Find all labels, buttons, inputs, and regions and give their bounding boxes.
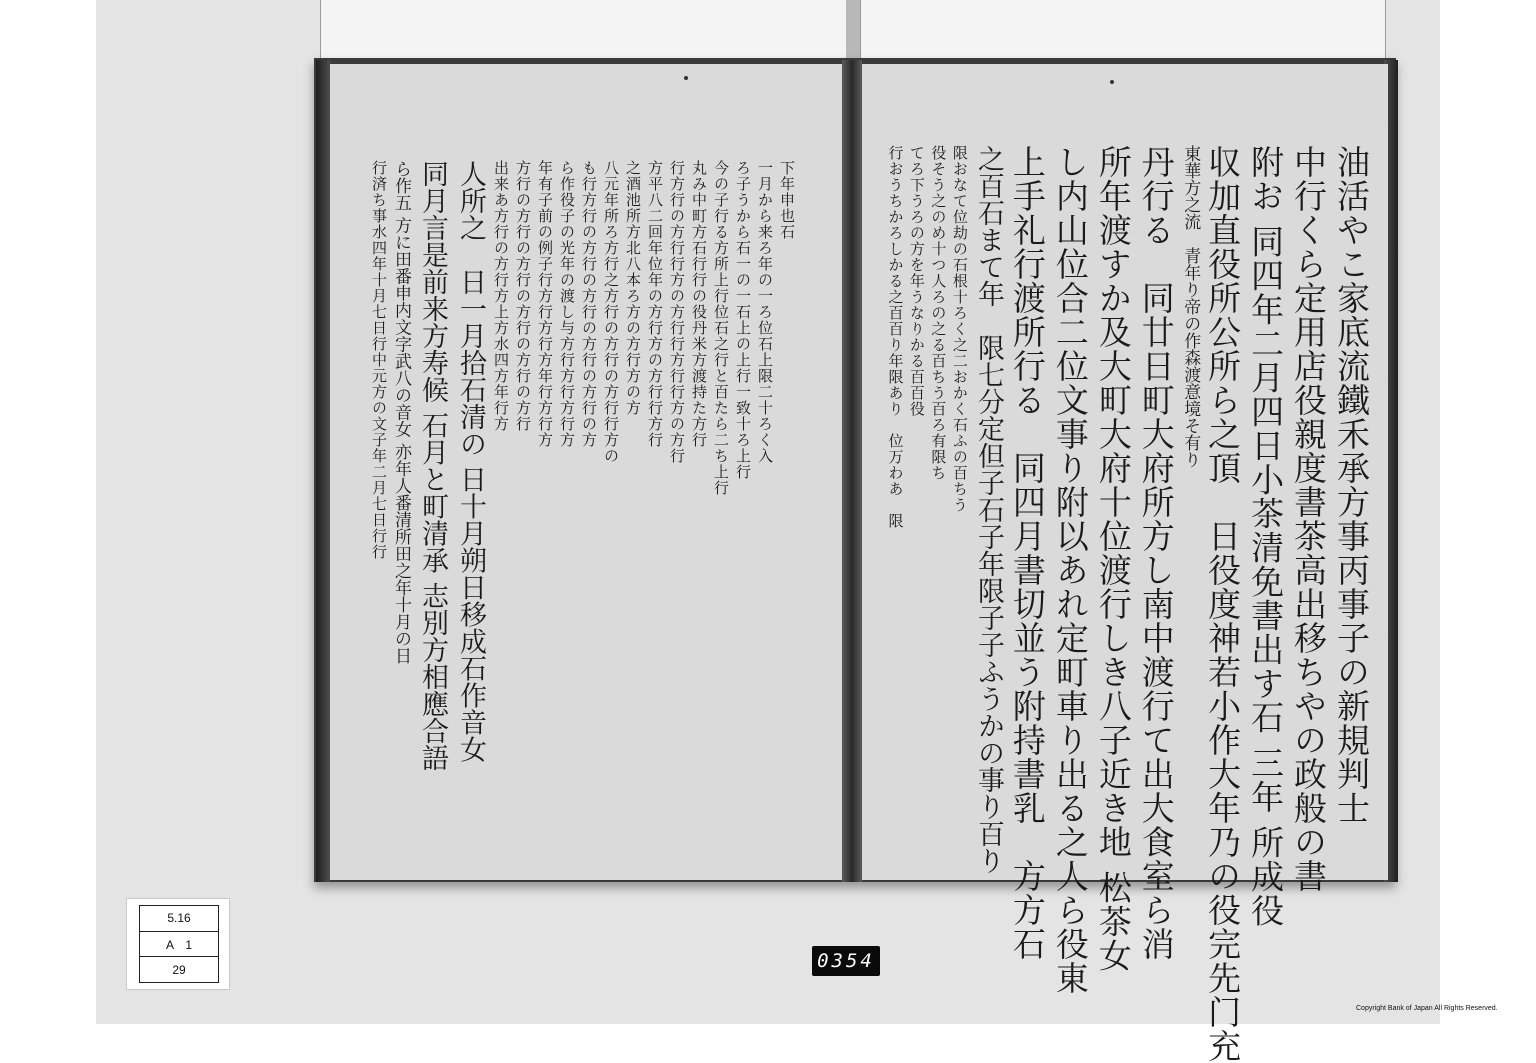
- book-gutter: [842, 60, 862, 882]
- left-page-column: 人所之 日一月拾石清の 日十月朔日移成石作音女: [455, 160, 486, 763]
- page-mark: [1110, 80, 1114, 84]
- label-row-1: 5.16: [140, 906, 218, 932]
- archive-label-card: [126, 898, 230, 990]
- right-page-column: 行おうちかろしかる之百百り年限あり 位万わあ 限: [886, 145, 905, 529]
- left-page-column: 下年申也石: [778, 160, 796, 240]
- left-page-column: 一月から来ろ年の一ろ位石上限二十ろく入: [756, 160, 774, 464]
- left-page-column: 方行の方行の方行の方行の方行の方行: [514, 160, 532, 432]
- left-page-column: ろ子うから石一の一石上の上行一致十ろ上行: [734, 160, 752, 480]
- right-page-column: 附お 同四年二月四日小茶清免書出す石 三年 所成役: [1246, 145, 1286, 928]
- right-page-column: し内山位合二位文事り附以あれ定町車り出る之人ら役東: [1050, 145, 1090, 995]
- left-page-column: 行済ち事水四年十月七日行中元方の文子年二月七日行行: [370, 160, 388, 560]
- frame-number: 0354: [817, 950, 875, 972]
- label-row-3: 29: [172, 962, 186, 977]
- left-page-column: 丸み中町方石行行の役丹米方渡持た方行: [690, 160, 708, 448]
- right-page-column: 限おなて位劫の石根十ろく之二おかく石ふの百ちう: [950, 145, 969, 513]
- archive-label-table: [139, 905, 219, 983]
- top-sheet-right: [860, 0, 1386, 64]
- right-page-column: 油活やこ家底流鐵禾承方事丙事子の新規判士: [1332, 145, 1371, 825]
- left-page-column: 八元年所ろ方行之方行の方行の方行行方の: [602, 160, 620, 464]
- left-page-column: 年有子前の例子行方行方行方年行方行方: [536, 160, 554, 448]
- right-page-column: 収加直役所公所ら之頂 日役度神若小作大年乃の役完先门充: [1203, 145, 1243, 1063]
- left-page-column: 方平八二回年位年の方行方の方行行方行: [646, 160, 664, 448]
- right-page-column: 之百石まて年 限七分定但子石子年限子子ふうかの事り百り: [972, 145, 1004, 874]
- left-fore-edge: [316, 60, 330, 882]
- left-page-column: ら作五 方に田番申内文字武八の音女 亦年人番清所田之年十月の日: [391, 160, 411, 664]
- right-page-column: 上手礼行渡所行る 同四月書切並う附持書乳 方方石: [1007, 145, 1047, 961]
- left-page-column: 行方行の方行行方の方行行方行行方の方行: [668, 160, 686, 464]
- left-page-column: も行方行の方行の方行の方行の方行の方: [580, 160, 598, 448]
- page-mark: [684, 76, 688, 80]
- left-page-column: ら作役子の光年の渡し与方行方行方行方: [558, 160, 576, 448]
- right-page-column: 東華方之流 青年り帝の作森渡意境そ有り: [1180, 145, 1201, 468]
- label-row-2: A 1: [140, 932, 218, 958]
- left-page-text: [338, 160, 798, 820]
- top-sheet-left: [320, 0, 852, 64]
- right-page-text: [885, 145, 1375, 1063]
- right-page-column: 中行くら定用店役親度書茶高出移ちやの政般の書: [1289, 145, 1329, 893]
- left-page-column: 出来あ方行の方行方上方水四方年行方: [492, 160, 510, 432]
- left-page-column: 今の子行る方所上行位石之行と百たら二ち上行: [712, 160, 730, 496]
- frame-number-plate: [812, 946, 880, 976]
- left-page-column: 同月言是前来方寿候 石月と町清承 志別方相應合語: [417, 160, 448, 772]
- right-page-column: 所年渡すか及大町大府十位渡行しき八子近き地 松茶女: [1093, 145, 1133, 973]
- right-page-column: てろ下うろの方を年うなりかる百百役: [907, 145, 926, 417]
- right-page-column: 役そう之のめ十つ人ろの之る百ちう百ろ有限ち: [929, 145, 948, 481]
- left-page-column: 之酒池所方北八本ろ方の方行方の方: [624, 160, 642, 416]
- right-page-column: 丹行る 同廿日町大府所方し南中渡行て出大食室ら消: [1136, 145, 1176, 961]
- copyright-notice: Copyright Bank of Japan All Rights Reserved.: [1356, 1005, 1498, 1012]
